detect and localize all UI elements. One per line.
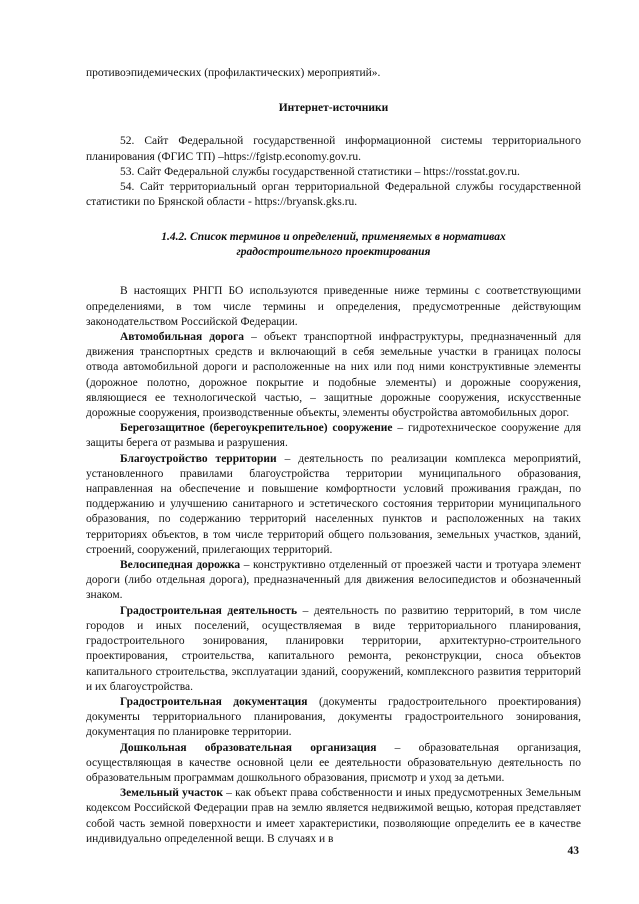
sources-heading: Интернет-источники <box>278 102 389 115</box>
term-entry <box>86 558 581 604</box>
term-definition: – объект транспортной инфраструктуры, предназначенный для движения транспортных средств и включающий в себя земельные участки в границах полосы отвода автомобильной дороги и расположенные на них или под ними конструктивные элементы (дорожное полотно, дорожное покрытие и подобные элементы) и дорожные сооружения, являющиеся ее технологической частью, – защитные дорожные сооружения, искусственные дорожные сооружения, производственные объекты, элементы обустройства автомобильных дорог. <box>86 331 581 420</box>
term-definition: – конструктивно отделенный от проезжей части и тротуара элемент дороги (либо отдельная дорога), предназначенный для движения велосипедистов и обозначенный знаком. <box>86 559 581 602</box>
term-definition: – как объект права собственности и иных предусмотренных Земельным кодексом Российской Федерации прав на землю является недвижимой вещью, которая представляет собой часть земной поверхности и имеет характеристики, позволяющие определить ее в качестве индивидуально определенной вещи. В случаях и в <box>86 787 581 845</box>
term-entry <box>86 786 581 847</box>
term-name: Автомобильная дорога <box>120 331 244 344</box>
source-item: 54. Сайт территориальный орган территориальной Федеральной службы государственной статистики по Брянской области - https://bryansk.gks.ru. <box>86 181 581 209</box>
term-entry <box>86 741 581 787</box>
intro-paragraph: В настоящих РНГП БО используются приведенные ниже термины с соответствующими определениями, в том числе термины и определения, предусмотренные действующим законодательством Российской Федерации. <box>86 285 581 328</box>
terms-list <box>86 284 581 847</box>
section-title-line: градостроительного проектирования <box>236 246 431 259</box>
term-name: Градостроительная деятельность <box>120 604 298 617</box>
sources-list <box>86 134 581 210</box>
term-name: Дошкольная образовательная организация <box>120 741 377 754</box>
term-entry <box>86 452 581 558</box>
term-definition: – деятельность по развитию территорий, в том числе городов и иных поселений, осуществляемая в виде территориального планирования, градостроительного зонирования, планировки территории, архитектурно-строительного проектирования, строительства, капитального ремонта, реконструкции, сноса объектов капитального строительства, эксплуатации зданий, сооружений, комплексного развития территорий и их благоустройства. <box>86 604 582 693</box>
term-definition: – гидротехническое сооружение для защиты берега от размыва и разрушения. <box>86 422 581 450</box>
source-item: 53. Сайт Федеральной службы государственной статистики – https://rosstat.gov.ru. <box>120 165 520 178</box>
term-entry <box>86 421 581 451</box>
term-name: Велосипедная дорожка <box>120 559 241 572</box>
intro-tail: противоэпидемических (профилактических) мероприятий». <box>86 67 381 79</box>
term-definition: – образовательная организация, осуществляющая в качестве основной цели ее деятельности образовательную деятельность по образовательным программам дошкольного образования, присмотр и уход за детьми. <box>86 741 582 784</box>
term-definition: – деятельность по реализации комплекса мероприятий, установленного правилами благоустройства территории муниципального образования, направленная на обеспечение и повышение комфортности условий проживания граждан, по поддержанию и улучшению санитарного и эстетического состояния территории муниципального образования, по содержанию территорий населенных пунктов и расположенных на таких территориях объектов, в том числе территорий общего пользования, земельных участков, зданий, строений, сооружений, прилегающих территорий. <box>86 452 581 556</box>
section-title-line: 1.4.2. Список терминов и определений, применяемых в нормативах <box>161 231 506 244</box>
source-item: 52. Сайт Федеральной государственной информационной системы территориального планирования (ФГИС ТП) –https://fgistp.economy.gov.ru. <box>86 135 581 163</box>
term-name: Благоустройство территории <box>120 452 277 465</box>
term-name: Градостроительная документация <box>120 695 308 708</box>
term-entry <box>86 695 581 741</box>
term-name: Берегозащитное (берегоукрепительное) сооружение <box>120 422 393 435</box>
term-name: Земельный участок <box>120 787 223 800</box>
term-entry <box>86 604 581 695</box>
section-title <box>86 230 581 260</box>
term-entry <box>86 330 581 421</box>
page-number: 43 <box>567 845 579 857</box>
term-definition: (документы градостроительного проектирования) документы территориального планирования, документы градостроительного зонирования, документация по планировке территории. <box>86 695 581 739</box>
